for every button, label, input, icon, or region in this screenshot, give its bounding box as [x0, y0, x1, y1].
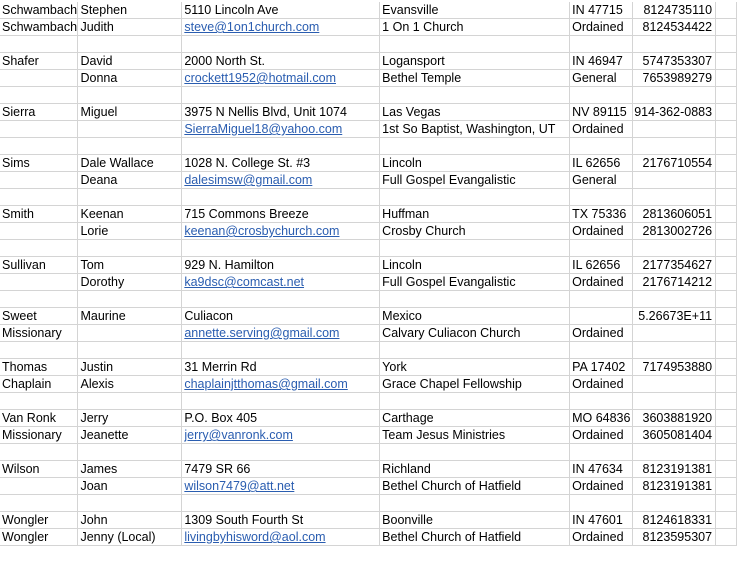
- cell-city-church[interactable]: Full Gospel Evangalistic: [380, 274, 570, 291]
- cell-spare[interactable]: [716, 19, 737, 36]
- cell-phone[interactable]: 3603881920: [633, 410, 716, 427]
- cell-city-church[interactable]: Team Jesus Ministries: [380, 427, 570, 444]
- cell-address-email[interactable]: [182, 291, 380, 308]
- cell-address-email[interactable]: P.O. Box 405: [182, 410, 380, 427]
- cell-state-status[interactable]: [570, 308, 633, 325]
- cell-city-church[interactable]: Evansville: [380, 2, 570, 19]
- table-row: [0, 427, 737, 444]
- cell-last-name[interactable]: [0, 87, 78, 104]
- cell-city-church[interactable]: Huffman: [380, 206, 570, 223]
- cell-address-email[interactable]: [182, 495, 380, 512]
- cell-phone[interactable]: 8124618331: [633, 512, 716, 529]
- cell-last-name[interactable]: [0, 495, 78, 512]
- cell-city-church[interactable]: Bethel Temple: [380, 70, 570, 87]
- cell-address-email[interactable]: 1028 N. College St. #3: [182, 155, 380, 172]
- cell-phone[interactable]: 5747353307: [633, 53, 716, 70]
- cell-first-name[interactable]: Maurine: [78, 308, 182, 325]
- cell-city-church[interactable]: 1st So Baptist, Washington, UT: [380, 121, 570, 138]
- table-row: [0, 206, 737, 223]
- cell-city-church[interactable]: Bethel Church of Hatfield: [380, 529, 570, 546]
- cell-last-name[interactable]: [0, 138, 78, 155]
- cell-city-church[interactable]: Las Vegas: [380, 104, 570, 121]
- cell-address-email[interactable]: [182, 240, 380, 257]
- cell-address-email[interactable]: livingbyhisword@aol.com: [182, 529, 380, 546]
- cell-first-name[interactable]: Jeanette: [78, 427, 182, 444]
- cell-first-name[interactable]: [78, 240, 182, 257]
- cell-spare[interactable]: [716, 53, 737, 70]
- cell-spare[interactable]: [716, 444, 737, 461]
- cell-last-name[interactable]: [0, 444, 78, 461]
- cell-address-email[interactable]: [182, 138, 380, 155]
- cell-phone[interactable]: [633, 240, 716, 257]
- cell-phone[interactable]: [633, 342, 716, 359]
- cell-state-status[interactable]: Ordained: [570, 529, 633, 546]
- cell-phone[interactable]: [633, 87, 716, 104]
- cell-city-church[interactable]: Boonville: [380, 512, 570, 529]
- cell-spare[interactable]: [716, 495, 737, 512]
- table-row: [0, 342, 737, 359]
- cell-spare[interactable]: [716, 223, 737, 240]
- cell-phone[interactable]: [633, 36, 716, 53]
- cell-phone[interactable]: 2813002726: [633, 223, 716, 240]
- table-row: [0, 274, 737, 291]
- cell-address-email[interactable]: 715 Commons Breeze: [182, 206, 380, 223]
- cell-last-name[interactable]: Sullivan: [0, 257, 78, 274]
- table-row: [0, 512, 737, 529]
- table-row: [0, 308, 737, 325]
- cell-phone[interactable]: [633, 444, 716, 461]
- table-row: [0, 36, 737, 53]
- table-row: [0, 257, 737, 274]
- cell-spare[interactable]: [716, 461, 737, 478]
- table-row: [0, 87, 737, 104]
- cell-last-name[interactable]: [0, 393, 78, 410]
- cell-state-status[interactable]: General: [570, 70, 633, 87]
- cell-state-status[interactable]: Ordained: [570, 121, 633, 138]
- cell-spare[interactable]: [716, 70, 737, 87]
- cell-address-email[interactable]: ka9dsc@comcast.net: [182, 274, 380, 291]
- table-row: [0, 359, 737, 376]
- cell-city-church[interactable]: Logansport: [380, 53, 570, 70]
- cell-last-name[interactable]: [0, 121, 78, 138]
- cell-first-name[interactable]: Judith: [78, 19, 182, 36]
- table-row: [0, 19, 737, 36]
- cell-state-status[interactable]: [570, 189, 633, 206]
- cell-last-name[interactable]: Thomas: [0, 359, 78, 376]
- cell-city-church[interactable]: [380, 393, 570, 410]
- cell-last-name[interactable]: [0, 291, 78, 308]
- cell-city-church[interactable]: Richland: [380, 461, 570, 478]
- cell-spare[interactable]: [716, 291, 737, 308]
- cell-address-email[interactable]: jerry@vanronk.com: [182, 427, 380, 444]
- cell-state-status[interactable]: IN 47601: [570, 512, 633, 529]
- table-row: [0, 444, 737, 461]
- cell-phone[interactable]: 2813606051: [633, 206, 716, 223]
- cell-address-email[interactable]: [182, 342, 380, 359]
- cell-spare[interactable]: [716, 308, 737, 325]
- cell-city-church[interactable]: York: [380, 359, 570, 376]
- cell-phone[interactable]: [633, 189, 716, 206]
- cell-state-status[interactable]: [570, 138, 633, 155]
- cell-city-church[interactable]: Grace Chapel Fellowship: [380, 376, 570, 393]
- cell-first-name[interactable]: [78, 495, 182, 512]
- cell-state-status[interactable]: [570, 36, 633, 53]
- cell-address-email[interactable]: wilson7479@att.net: [182, 478, 380, 495]
- cell-last-name[interactable]: Shafer: [0, 53, 78, 70]
- cell-phone[interactable]: 8124735110: [633, 2, 716, 19]
- cell-address-email[interactable]: 31 Merrin Rd: [182, 359, 380, 376]
- cell-last-name[interactable]: Sweet: [0, 308, 78, 325]
- cell-address-email[interactable]: 5110 Lincoln Ave: [182, 2, 380, 19]
- cell-first-name[interactable]: Justin: [78, 359, 182, 376]
- cell-address-email[interactable]: SierraMiguel18@yahoo.com: [182, 121, 380, 138]
- cell-phone[interactable]: 8123191381: [633, 478, 716, 495]
- cell-phone[interactable]: 914-362-0883: [633, 104, 716, 121]
- cell-state-status[interactable]: NV 89115: [570, 104, 633, 121]
- cell-last-name[interactable]: Missionary: [0, 325, 78, 342]
- cell-first-name[interactable]: Dorothy: [78, 274, 182, 291]
- spreadsheet-grid: [0, 2, 737, 546]
- cell-spare[interactable]: [716, 36, 737, 53]
- cell-phone[interactable]: 5.26673E+11: [633, 308, 716, 325]
- cell-city-church[interactable]: [380, 240, 570, 257]
- cell-first-name[interactable]: James: [78, 461, 182, 478]
- cell-spare[interactable]: [716, 189, 737, 206]
- cell-state-status[interactable]: Ordained: [570, 274, 633, 291]
- cell-first-name[interactable]: Lorie: [78, 223, 182, 240]
- cell-address-email[interactable]: 7479 SR 66: [182, 461, 380, 478]
- cell-state-status[interactable]: IN 46947: [570, 53, 633, 70]
- cell-state-status[interactable]: [570, 495, 633, 512]
- cell-first-name[interactable]: Miguel: [78, 104, 182, 121]
- cell-first-name[interactable]: Tom: [78, 257, 182, 274]
- table-row: [0, 529, 737, 546]
- cell-address-email[interactable]: steve@1on1church.com: [182, 19, 380, 36]
- cell-first-name[interactable]: [78, 87, 182, 104]
- cell-last-name[interactable]: Missionary: [0, 427, 78, 444]
- cell-first-name[interactable]: [78, 325, 182, 342]
- table-row: [0, 240, 737, 257]
- cell-first-name[interactable]: [78, 189, 182, 206]
- cell-address-email[interactable]: [182, 36, 380, 53]
- cell-phone[interactable]: 7653989279: [633, 70, 716, 87]
- cell-state-status[interactable]: [570, 87, 633, 104]
- cell-city-church[interactable]: [380, 342, 570, 359]
- cell-spare[interactable]: [716, 2, 737, 19]
- cell-last-name[interactable]: [0, 240, 78, 257]
- cell-phone[interactable]: [633, 138, 716, 155]
- cell-address-email[interactable]: [182, 393, 380, 410]
- cell-spare[interactable]: [716, 478, 737, 495]
- table-row: [0, 410, 737, 427]
- cell-city-church[interactable]: Crosby Church: [380, 223, 570, 240]
- cell-spare[interactable]: [716, 512, 737, 529]
- cell-city-church[interactable]: Lincoln: [380, 257, 570, 274]
- cell-spare[interactable]: [716, 427, 737, 444]
- cell-address-email[interactable]: 1309 South Fourth St: [182, 512, 380, 529]
- table-row: [0, 2, 737, 19]
- cell-last-name[interactable]: Schwambach: [2, 20, 78, 34]
- cell-address-email[interactable]: [182, 189, 380, 206]
- table-row: [0, 461, 737, 478]
- cell-first-name[interactable]: John: [78, 512, 182, 529]
- table-row: [0, 478, 737, 495]
- cell-last-name[interactable]: Wongler: [0, 512, 78, 529]
- cell-city-church[interactable]: Full Gospel Evangalistic: [380, 172, 570, 189]
- cell-city-church[interactable]: [380, 189, 570, 206]
- cell-city-church[interactable]: [380, 87, 570, 104]
- cell-state-status[interactable]: IL 62656: [570, 155, 633, 172]
- cell-spare[interactable]: [716, 206, 737, 223]
- cell-first-name[interactable]: Dale Wallace: [78, 155, 182, 172]
- cell-first-name[interactable]: Jerry: [78, 410, 182, 427]
- cell-spare[interactable]: [716, 359, 737, 376]
- cell-city-church[interactable]: Lincoln: [380, 155, 570, 172]
- cell-last-name[interactable]: [0, 70, 78, 87]
- cell-phone[interactable]: [633, 291, 716, 308]
- cell-state-status[interactable]: Ordained: [570, 376, 633, 393]
- cell-spare[interactable]: [716, 325, 737, 342]
- cell-city-church[interactable]: [380, 291, 570, 308]
- cell-state-status[interactable]: TX 75336: [570, 206, 633, 223]
- cell-state-status[interactable]: [570, 240, 633, 257]
- cell-state-status[interactable]: Ordained: [570, 325, 633, 342]
- table-row: [0, 495, 737, 512]
- cell-spare[interactable]: [716, 121, 737, 138]
- table-row: [0, 155, 737, 172]
- cell-spare[interactable]: [716, 87, 737, 104]
- cell-phone[interactable]: [633, 325, 716, 342]
- cell-address-email[interactable]: 3975 N Nellis Blvd, Unit 1074: [182, 104, 380, 121]
- cell-state-status[interactable]: Ordained: [570, 427, 633, 444]
- table-row: [0, 189, 737, 206]
- cell-first-name[interactable]: [78, 36, 182, 53]
- cell-first-name[interactable]: Donna: [78, 70, 182, 87]
- table-row: [0, 70, 737, 87]
- cell-address-email[interactable]: 2000 North St.: [182, 53, 380, 70]
- cell-last-name[interactable]: [0, 36, 78, 53]
- cell-spare[interactable]: [716, 138, 737, 155]
- cell-last-name[interactable]: Wongler: [0, 529, 78, 546]
- cell-spare[interactable]: [716, 410, 737, 427]
- cell-first-name[interactable]: Stephen: [78, 2, 182, 19]
- cell-state-status[interactable]: IN 47634: [570, 461, 633, 478]
- cell-city-church[interactable]: Mexico: [380, 308, 570, 325]
- cell-last-name[interactable]: [0, 223, 78, 240]
- cell-spare[interactable]: [716, 393, 737, 410]
- cell-state-status[interactable]: [570, 393, 633, 410]
- cell-last-name[interactable]: [0, 342, 78, 359]
- cell-state-status[interactable]: PA 17402: [570, 359, 633, 376]
- table-row: [0, 376, 737, 393]
- cell-first-name[interactable]: David: [78, 53, 182, 70]
- cell-phone[interactable]: 2176714212: [633, 274, 716, 291]
- cell-spare[interactable]: [716, 376, 737, 393]
- cell-city-church[interactable]: Calvary Culiacon Church: [380, 325, 570, 342]
- cell-last-name[interactable]: [0, 478, 78, 495]
- cell-spare[interactable]: [716, 257, 737, 274]
- cell-phone[interactable]: 3605081404: [633, 427, 716, 444]
- cell-first-name[interactable]: Keenan: [78, 206, 182, 223]
- cell-last-name[interactable]: Chaplain: [0, 376, 78, 393]
- cell-first-name[interactable]: [78, 342, 182, 359]
- table-row: [0, 393, 737, 410]
- cell-address-email[interactable]: 929 N. Hamilton: [182, 257, 380, 274]
- cell-first-name[interactable]: Alexis: [78, 376, 182, 393]
- cell-city-church[interactable]: [380, 36, 570, 53]
- cell-phone[interactable]: 8123191381: [633, 461, 716, 478]
- cell-phone[interactable]: 7174953880: [633, 359, 716, 376]
- cell-spare[interactable]: [716, 529, 737, 546]
- cell-first-name[interactable]: [78, 291, 182, 308]
- table-row: [0, 223, 737, 240]
- cell-city-church[interactable]: Bethel Church of Hatfield: [380, 478, 570, 495]
- cell-spare[interactable]: [716, 342, 737, 359]
- table-row: [0, 325, 737, 342]
- cell-city-church[interactable]: Carthage: [380, 410, 570, 427]
- cell-state-status[interactable]: Ordained: [570, 19, 633, 36]
- cell-address-email[interactable]: keenan@crosbychurch.com: [182, 223, 380, 240]
- cell-address-email[interactable]: chaplainjtthomas@gmail.com: [182, 376, 380, 393]
- table-row: [0, 138, 737, 155]
- cell-spare[interactable]: [716, 155, 737, 172]
- cell-last-name[interactable]: Schwambach: [2, 3, 78, 17]
- cell-spare[interactable]: [716, 274, 737, 291]
- cell-city-church[interactable]: [380, 444, 570, 461]
- cell-phone[interactable]: [633, 121, 716, 138]
- cell-city-church[interactable]: [380, 138, 570, 155]
- table-row: [0, 121, 737, 138]
- cell-city-church[interactable]: 1 On 1 Church: [380, 19, 570, 36]
- cell-spare[interactable]: [716, 104, 737, 121]
- cell-phone[interactable]: 8123595307: [633, 529, 716, 546]
- cell-state-status[interactable]: General: [570, 172, 633, 189]
- cell-last-name[interactable]: Sierra: [0, 104, 78, 121]
- cell-state-status[interactable]: [570, 291, 633, 308]
- cell-last-name[interactable]: Sims: [0, 155, 78, 172]
- cell-spare[interactable]: [716, 172, 737, 189]
- cell-last-name[interactable]: Smith: [0, 206, 78, 223]
- cell-phone[interactable]: 2177354627: [633, 257, 716, 274]
- table-row: [0, 53, 737, 70]
- cell-first-name[interactable]: Deana: [78, 172, 182, 189]
- table-row: [0, 291, 737, 308]
- table-row: [0, 172, 737, 189]
- cell-spare[interactable]: [716, 240, 737, 257]
- cell-last-name[interactable]: Van Ronk: [0, 410, 78, 427]
- cell-state-status[interactable]: Ordained: [570, 478, 633, 495]
- cell-city-church[interactable]: [380, 495, 570, 512]
- cell-phone[interactable]: 2176710554: [633, 155, 716, 172]
- cell-address-email[interactable]: [182, 87, 380, 104]
- cell-phone[interactable]: [633, 393, 716, 410]
- cell-address-email[interactable]: Culiacon: [182, 308, 380, 325]
- cell-address-email[interactable]: dalesimsw@gmail.com: [182, 172, 380, 189]
- cell-phone[interactable]: 8124534422: [633, 19, 716, 36]
- cell-first-name[interactable]: Joan: [78, 478, 182, 495]
- cell-address-email[interactable]: crockett1952@hotmail.com: [182, 70, 380, 87]
- cell-phone[interactable]: [633, 376, 716, 393]
- cell-state-status[interactable]: MO 64836: [570, 410, 633, 427]
- cell-state-status[interactable]: [570, 342, 633, 359]
- cell-state-status[interactable]: Ordained: [570, 223, 633, 240]
- cell-last-name[interactable]: [0, 274, 78, 291]
- cell-state-status[interactable]: IL 62656: [570, 257, 633, 274]
- cell-address-email[interactable]: [182, 444, 380, 461]
- table-row: [0, 104, 737, 121]
- cell-first-name[interactable]: [78, 444, 182, 461]
- cell-phone[interactable]: [633, 172, 716, 189]
- cell-last-name[interactable]: [0, 172, 78, 189]
- cell-first-name[interactable]: [78, 393, 182, 410]
- cell-last-name[interactable]: [0, 189, 78, 206]
- cell-state-status[interactable]: IN 47715: [570, 2, 633, 19]
- cell-first-name[interactable]: Jenny (Local): [78, 529, 182, 546]
- cell-first-name[interactable]: [78, 121, 182, 138]
- cell-address-email[interactable]: annette.serving@gmail.com: [182, 325, 380, 342]
- cell-state-status[interactable]: [570, 444, 633, 461]
- cell-last-name[interactable]: Wilson: [0, 461, 78, 478]
- cell-first-name[interactable]: [78, 138, 182, 155]
- cell-phone[interactable]: [633, 495, 716, 512]
